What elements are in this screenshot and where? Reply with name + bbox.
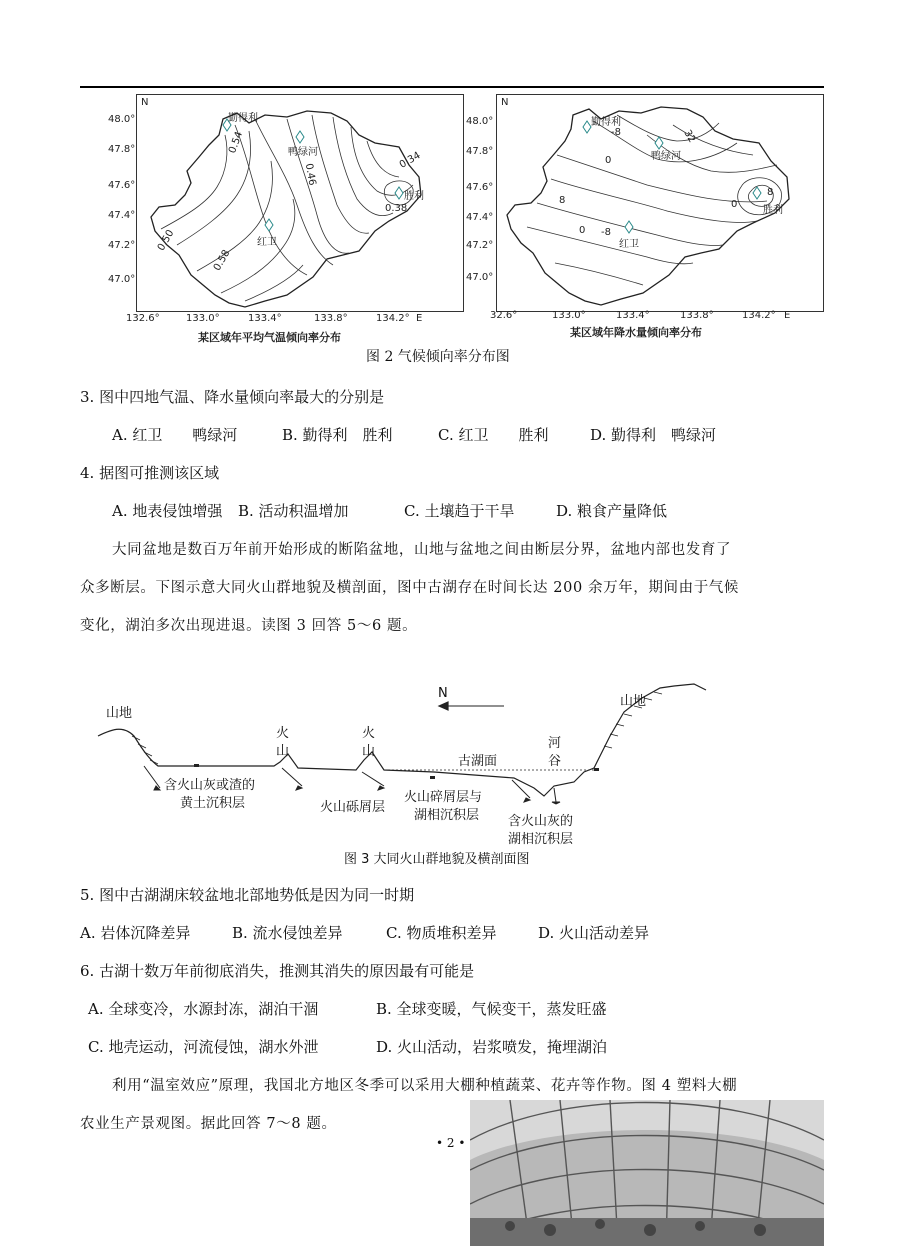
- station-qindeli: 勤得利: [228, 113, 258, 124]
- temperature-map-drawing: [137, 95, 463, 311]
- q3-option-c[interactable]: C. 红卫 胜利: [438, 426, 549, 444]
- q6-option-b[interactable]: B. 全球变暖，气候变干，蒸发旺盛: [376, 1000, 607, 1018]
- contour-label: 0: [731, 199, 738, 210]
- east-label: E: [416, 313, 423, 324]
- layer-1-label-line-2: 黄土沉积层: [180, 796, 246, 811]
- station-qindeli: 勤得利: [591, 117, 621, 128]
- mountain-left-label: 山地: [106, 706, 133, 721]
- q3-option-a[interactable]: A. 红卫 鸭绿河: [112, 426, 238, 444]
- passage-1-line-1: 大同盆地是数百万年前开始形成的断陷盆地，山地与盆地之间由断层分界，盆地内部也发育了: [112, 542, 732, 558]
- east-label: E: [784, 310, 791, 321]
- contour-label: 0.46: [302, 162, 318, 187]
- lat-tick: 47.2°: [466, 240, 494, 251]
- contour-label: 0: [579, 225, 586, 236]
- figure-2-caption: 图 2 气候倾向率分布图: [366, 349, 510, 365]
- q6-option-a[interactable]: A. 全球变冷，水源封冻，湖泊干涸: [88, 1000, 319, 1018]
- q4-option-c[interactable]: C. 土壤趋于干旱: [404, 502, 515, 520]
- passage-1-line-3: 变化，湖泊多次出现进退。读图 3 回答 5～6 题。: [80, 618, 418, 634]
- lon-tick: 134.2°: [376, 313, 410, 324]
- lat-tick: 47.4°: [108, 210, 136, 221]
- temperature-trend-map: [136, 94, 464, 312]
- layer-4-label-line-2: 湖相沉积层: [508, 832, 574, 847]
- station-hongwei: 红卫: [257, 237, 277, 248]
- greenhouse-photo-drawing: [470, 1100, 824, 1246]
- volcano-1-label-bottom: 山: [276, 744, 290, 759]
- top-rule: [80, 86, 824, 88]
- volcano-2-label-bottom: 山: [362, 744, 376, 759]
- lon-tick: 133.4°: [616, 310, 650, 321]
- station-yalvhe: 鸭绿河: [651, 151, 681, 162]
- q5-option-b[interactable]: B. 流水侵蚀差异: [232, 924, 343, 942]
- north-arrow-label: N: [438, 686, 448, 701]
- map-left-caption: 某区域年平均气温倾向率分布: [198, 331, 341, 344]
- q3-option-d[interactable]: D. 勤得利 鸭绿河: [590, 426, 717, 444]
- lon-tick: 133.8°: [314, 313, 348, 324]
- q5-option-d[interactable]: D. 火山活动差异: [538, 924, 650, 942]
- q4-option-d[interactable]: D. 粮食产量降低: [556, 502, 668, 520]
- volcano-1-label-top: 火: [276, 726, 290, 741]
- question-4-stem: 4. 据图可推测该区域: [80, 464, 220, 482]
- layer-1-label-line-1: 含火山灰或渣的: [164, 778, 256, 793]
- lat-tick: 48.0°: [108, 114, 136, 125]
- lon-tick: 133.8°: [680, 310, 714, 321]
- contour-label: 8: [559, 195, 566, 206]
- contour-label: 8: [767, 187, 774, 198]
- q5-option-c[interactable]: C. 物质堆积差异: [386, 924, 497, 942]
- lake-surface-label: 古湖面: [458, 754, 498, 769]
- station-shengli: 胜利: [404, 191, 424, 202]
- contour-label: 0.38: [385, 203, 408, 214]
- contour-label: -8: [611, 127, 621, 138]
- layer-4-label-line-1: 含火山灰的: [508, 814, 574, 829]
- contour-label: 0.50: [155, 228, 177, 253]
- volcano-2-label-top: 火: [362, 726, 376, 741]
- valley-label-top: 河: [548, 736, 562, 751]
- passage-2-line-1: 利用“温室效应”原理，我国北方地区冬季可以采用大棚种植蔬菜、花卉等作物。图 4 塑料大棚: [112, 1078, 738, 1094]
- lon-tick: 132.6°: [126, 313, 160, 324]
- q6-option-d[interactable]: D. 火山活动，岩浆喷发，掩埋湖泊: [376, 1038, 608, 1056]
- question-6-stem: 6. 古湖十数万年前彻底消失，推测其消失的原因最有可能是: [80, 962, 475, 980]
- question-3-stem: 3. 图中四地气温、降水量倾向率最大的分别是: [80, 388, 385, 406]
- contour-label: 0.34: [397, 150, 423, 171]
- lat-tick: 47.4°: [466, 212, 494, 223]
- lon-tick: 133.0°: [552, 310, 586, 321]
- north-label: N: [501, 97, 509, 108]
- contour-label: -8: [601, 227, 611, 238]
- layer-3-label-line-1: 火山碎屑层与: [404, 790, 483, 805]
- contour-label: 0: [605, 155, 612, 166]
- station-shengli: 胜利: [763, 205, 783, 216]
- lat-tick: 47.8°: [108, 144, 136, 155]
- lon-tick: 133.0°: [186, 313, 220, 324]
- passage-2-line-2: 农业生产景观图。据此回答 7～8 题。: [80, 1116, 337, 1132]
- figure-3-caption: 图 3 大同火山群地貌及横剖面图: [344, 852, 530, 867]
- q4-option-b[interactable]: B. 活动积温增加: [238, 502, 349, 520]
- contour-label: 0.58: [211, 248, 233, 273]
- lon-tick: 134.2°: [742, 310, 776, 321]
- north-label: N: [141, 97, 149, 108]
- q4-option-a[interactable]: A. 地表侵蚀增强: [112, 502, 223, 520]
- layer-2-label: 火山砾屑层: [320, 800, 386, 815]
- station-yalvhe: 鸭绿河: [288, 147, 318, 158]
- valley-label-bottom: 谷: [548, 754, 562, 769]
- page-number: • 2 •: [436, 1136, 466, 1150]
- mountain-right-label: 山地: [620, 694, 647, 709]
- map-right-caption: 某区域年降水量倾向率分布: [570, 326, 702, 339]
- lat-tick: 48.0°: [466, 116, 494, 127]
- greenhouse-photo: [470, 1100, 824, 1246]
- question-5-stem: 5. 图中古湖湖床较盆地北部地势低是因为同一时期: [80, 886, 415, 904]
- lat-tick: 47.6°: [108, 180, 136, 191]
- layer-3-label-line-2: 湖相沉积层: [414, 808, 480, 823]
- precipitation-trend-map: [496, 94, 824, 312]
- lat-tick: 47.0°: [108, 274, 136, 285]
- lat-tick: 47.6°: [466, 182, 494, 193]
- passage-1-line-2: 众多断层。下图示意大同火山群地貌及横剖面，图中古湖存在时间长达 200 余万年，期间由于气候: [80, 580, 739, 596]
- station-hongwei: 红卫: [619, 239, 639, 250]
- contour-label: 0.54: [227, 130, 246, 155]
- q6-option-c[interactable]: C. 地壳运动，河流侵蚀，湖水外泄: [88, 1038, 319, 1056]
- lon-tick: 32.6°: [490, 310, 518, 321]
- q3-option-b[interactable]: B. 勤得利 胜利: [282, 426, 393, 444]
- lat-tick: 47.8°: [466, 146, 494, 157]
- q5-option-a[interactable]: A. 岩体沉降差异: [80, 924, 191, 942]
- lat-tick: 47.0°: [466, 272, 494, 283]
- contour-label: 32: [681, 128, 698, 145]
- lat-tick: 47.2°: [108, 240, 136, 251]
- lon-tick: 133.4°: [248, 313, 282, 324]
